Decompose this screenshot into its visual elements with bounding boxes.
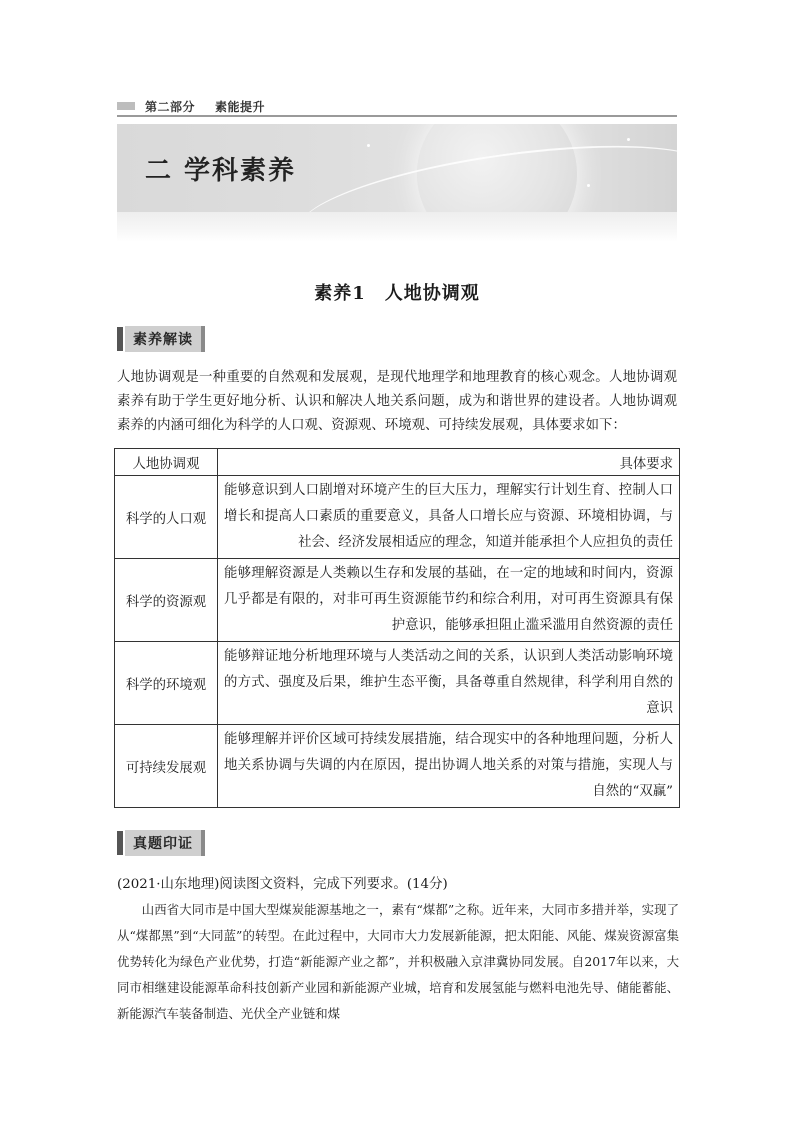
section-title: 素养1 人地协调观 [314, 283, 480, 304]
row-description: 能够理解并评价区域可持续发展措施，结合现实中的各种地理问题，分析人地关系协调与失调的内在原因，提出协调人地关系的对策与措施，实现人与自然的“双赢” [218, 725, 680, 808]
star-decoration [627, 138, 630, 141]
row-name: 科学的环境观 [115, 642, 218, 725]
question-source: (2021·山东地理)阅读图文资料，完成下列要求。(14分) [117, 877, 448, 892]
table-header-row [115, 449, 680, 476]
header-divider [117, 115, 677, 117]
row-name: 可持续发展观 [115, 725, 218, 808]
row-description: 能够意识到人口剧增对环境产生的巨大压力，理解实行计划生育、控制人口增长和提高人口素质的重要意义，具备人口增长应与资源、环境相协调，与社会、经济发展相适应的理念，知道并能承担个人应担负的责任 [218, 476, 680, 559]
reading-passage: 山西省大同市是中国大型煤炭能源基地之一，素有“煤都”之称。近年来，大同市多措并举，实现了从“煤都黑”到“大同蓝”的转型。在此过程中，大同市大力发展新能源，把太阳能、风能、煤炭资源富集优势转化为绿色产业优势，打造“新能源产业之都”，并积极融入京津冀协同发展。自2017年以来，大同市相继建设能源革命科技创新产业园和新能源产业城，培育和发展氢能与燃料电池先导、储能蓄能、新能源汽车装备制造、光伏全产业链和煤 [117, 902, 679, 1021]
tag-marker [117, 831, 123, 855]
exam-tag-label: 真题印证 [125, 830, 205, 856]
chapter-banner [117, 124, 677, 212]
part-name: 第二部分 [145, 99, 196, 114]
interpretation-tag-label: 素养解读 [125, 326, 205, 352]
star-decoration [587, 184, 590, 187]
table-row [115, 559, 680, 642]
table-header-requirements: 具体要求 [218, 449, 680, 476]
row-name: 科学的资源观 [115, 559, 218, 642]
requirements-table [114, 448, 680, 808]
part-label [117, 97, 265, 115]
row-description: 能够辩证地分析地理环境与人类活动之间的关系，认识到人类活动影响环境的方式、强度及后果，维护生态平衡，具备尊重自然规律，科学利用自然的意识 [218, 642, 680, 725]
part-subtitle: 素能提升 [215, 99, 266, 114]
row-name: 科学的人口观 [115, 476, 218, 559]
part-marker-bar [117, 102, 135, 110]
interpretation-tag [117, 327, 205, 351]
banner-fade [117, 212, 677, 242]
table-row [115, 642, 680, 725]
table-row [115, 725, 680, 808]
intro-paragraph: 人地协调观是一种重要的自然观和发展观，是现代地理学和地理教育的核心观念。人地协调观素养有助于学生更好地分析、认识和解决人地关系问题，成为和谐世界的建设者。人地协调观素养的内涵可细化为科学的人口观、资源观、环境观、可持续发展观，具体要求如下： [117, 370, 677, 433]
tag-marker [117, 327, 123, 351]
table-header-concept: 人地协调观 [115, 449, 218, 476]
chapter-title: 二 学科素养 [145, 156, 297, 186]
row-description: 能够理解资源是人类赖以生存和发展的基础，在一定的地域和时间内，资源几乎都是有限的，对非可再生资源能节约和综合利用，对可再生资源具有保护意识，能够承担阻止滥采滥用自然资源的责任 [218, 559, 680, 642]
exam-tag [117, 831, 205, 855]
table-row [115, 476, 680, 559]
star-decoration [367, 144, 370, 147]
